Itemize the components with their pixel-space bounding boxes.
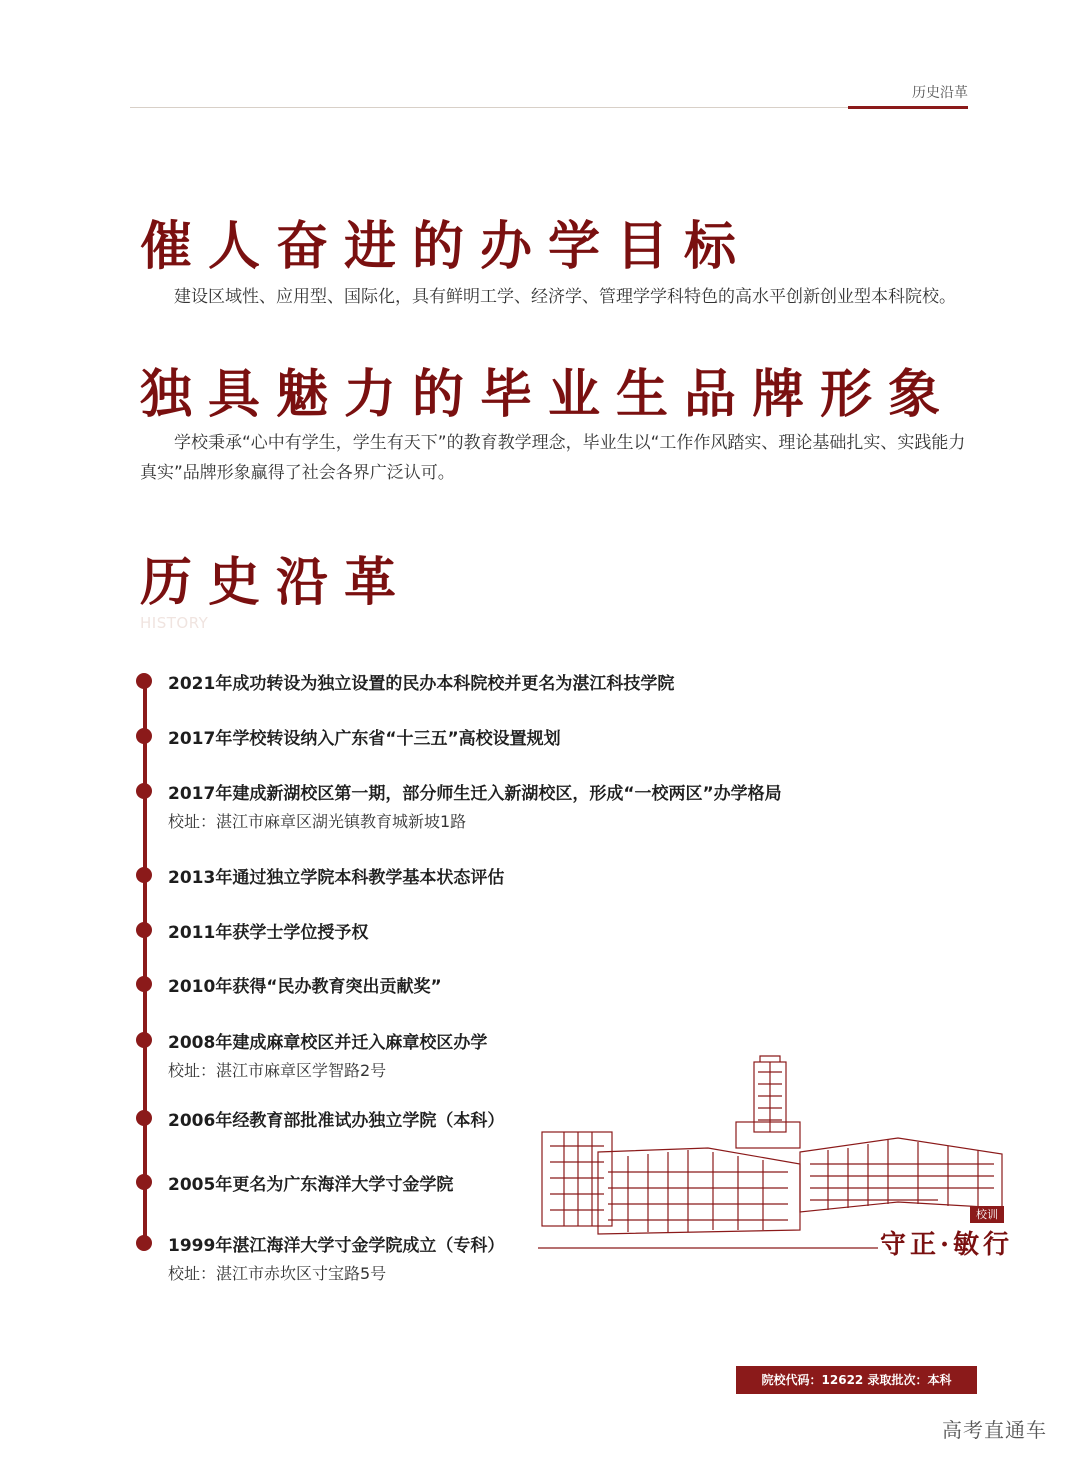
timeline-dot [136, 1235, 152, 1251]
timeline-dot [136, 1032, 152, 1048]
timeline-dot [136, 867, 152, 883]
watermark: 高考直通车 [942, 1418, 1047, 1442]
right-wing [800, 1138, 1002, 1212]
motto-tag: 校训 [970, 1206, 1004, 1223]
timeline-dot [136, 673, 152, 689]
admission-info-bar: 院校代码：12622 录取批次：本科 [736, 1366, 977, 1394]
timeline-dot [136, 922, 152, 938]
section-label: 历史沿革 [912, 85, 968, 101]
timeline-title: 2017年建成新湖校区第一期，部分师生迁入新湖校区，形成“一校两区”办学格局 [168, 784, 782, 804]
tower-top [760, 1056, 780, 1062]
brand-text: 学校秉承“心中有学生，学生有天下”的教育教学理念，毕业生以“工作作风踏实、理论基础扎实、实践能力真实”品牌形象赢得了社会各界广泛认可。 [140, 433, 966, 483]
timeline-title: 2005年更名为广东海洋大学寸金学院 [168, 1175, 454, 1195]
goal-text: 建设区域性、应用型、国际化，具有鲜明工学、经济学、管理学学科特色的高水平创新创业型本科院校。 [174, 287, 956, 307]
timeline-title: 2021年成功转设为独立设置的民办本科院校并更名为湛江科技学院 [168, 674, 675, 694]
brand-heading: 独具魅力的毕业生品牌形象 [140, 364, 957, 425]
left-block-grid [550, 1132, 604, 1226]
goal-heading: 催人奋进的办学目标 [140, 216, 753, 277]
timeline-title: 2006年经教育部批准试办独立学院（本科） [168, 1111, 505, 1131]
timeline-title: 2011年获学士学位授予权 [168, 923, 369, 943]
timeline-address: 校址：湛江市麻章区学智路2号 [168, 1061, 387, 1080]
timeline-title: 2017年学校转设纳入广东省“十三五”高校设置规划 [168, 729, 561, 749]
timeline-dot [136, 1174, 152, 1190]
header-divider [130, 107, 968, 108]
history-heading: 历史沿革 [140, 552, 413, 613]
central-grid-h [608, 1172, 788, 1220]
timeline-dot [136, 728, 152, 744]
header-accent-bar [848, 106, 968, 109]
timeline-dot [136, 783, 152, 799]
school-motto: 守正·敏行 [880, 1230, 1014, 1260]
right-wing-grid-h [810, 1164, 994, 1200]
timeline-title: 2010年获得“民办教育突出贡献奖” [168, 977, 442, 997]
timeline-title: 2008年建成麻章校区并迁入麻章校区办学 [168, 1033, 488, 1053]
timeline-title: 1999年湛江海洋大学寸金学院成立（专科） [168, 1236, 505, 1256]
tower-base [736, 1122, 800, 1148]
timeline-address: 校址：湛江市麻章区湖光镇教育城新坡1路 [168, 812, 467, 831]
timeline-address: 校址：湛江市赤坎区寸宝路5号 [168, 1264, 387, 1283]
timeline-title: 2013年通过独立学院本科教学基本状态评估 [168, 868, 505, 888]
timeline-line [143, 676, 147, 1250]
timeline-dot [136, 1110, 152, 1126]
history-subtitle: HISTORY [140, 614, 209, 632]
timeline-dot [136, 976, 152, 992]
